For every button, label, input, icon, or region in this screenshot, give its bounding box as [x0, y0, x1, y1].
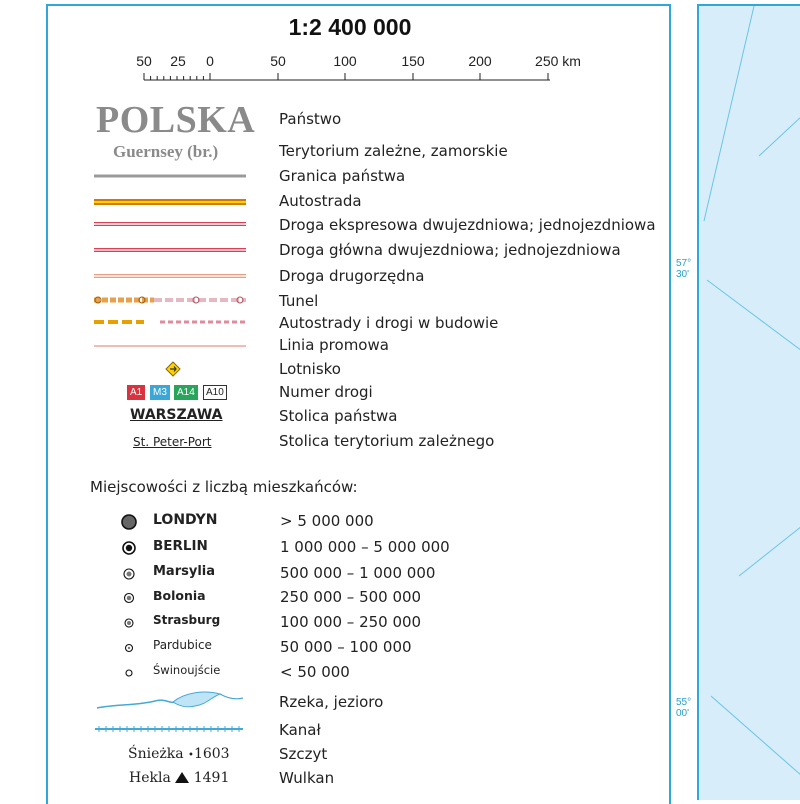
state-capital-sample: WARSZAWA — [130, 407, 223, 423]
legend-label-lotnisko: Lotnisko — [279, 360, 341, 378]
legend-label-tunel: Tunel — [279, 292, 319, 310]
volcano-name: Hekla — [129, 770, 171, 786]
volcano-sample — [129, 770, 229, 786]
peak-dot-icon: • — [188, 750, 194, 761]
road-number-badge: A14 — [174, 385, 198, 400]
territory-sample: Guernsey (br.) — [113, 142, 219, 161]
territory-capital-sample: St. Peter-Port — [133, 435, 212, 449]
settlement-symbol-icon — [120, 513, 138, 531]
scale-tick-label: 100 — [333, 53, 357, 69]
legend-label-promowa: Linia promowa — [279, 336, 389, 354]
settlement-symbol-icon — [120, 565, 138, 583]
legend-label-terytorium: Terytorium zależne, zamorskie — [279, 142, 508, 160]
population-range: 500 000 – 1 000 000 — [280, 564, 436, 582]
country-sample: POLSKA — [96, 99, 256, 141]
scale-bar — [140, 70, 560, 84]
legend-label-autostrada: Autostrada — [279, 192, 362, 210]
peak-name: Śnieżka — [128, 746, 184, 762]
settlement-symbol-icon — [120, 639, 138, 657]
volcano-triangle-icon — [175, 772, 189, 783]
road-number-badge: A1 — [127, 385, 145, 400]
legend-label-granica: Granica państwa — [279, 167, 406, 185]
population-heading: Miejscowości z liczbą mieszkańców: — [90, 478, 358, 496]
legend-label-ekspresowa: Droga ekspresowa dwujezdniowa; jednojezdniowa — [279, 216, 656, 234]
scale-tick-label: 25 — [170, 53, 186, 69]
scale-tick-label: 200 — [468, 53, 492, 69]
legend-label-wulkan: Wulkan — [279, 769, 335, 787]
settlement-sample-name: Bolonia — [153, 588, 206, 603]
legend-label-panstwo: Państwo — [279, 110, 342, 128]
legend-label-kanal: Kanał — [279, 721, 321, 739]
settlement-sample-name: Świnoujście — [153, 663, 221, 677]
scale-tick-label: 250 km — [535, 53, 581, 69]
settlement-sample-name: LONDYN — [153, 512, 218, 528]
legend-label-stolica-terytorium: Stolica terytorium zależnego — [279, 432, 495, 450]
peak-sample — [128, 746, 230, 762]
airport-icon — [165, 361, 181, 377]
settlement-sample-name: Strasburg — [153, 613, 221, 627]
settlement-symbol-icon — [120, 664, 138, 682]
legend-label-rzeka: Rzeka, jezioro — [279, 693, 384, 711]
river-lake-icon — [95, 688, 245, 714]
road-symbols — [94, 168, 254, 358]
scale-tick-label: 0 — [206, 53, 214, 69]
legend-label-stolica-panstwa: Stolica państwa — [279, 407, 398, 425]
scale-tick-label: 50 — [136, 53, 152, 69]
road-number-badge: M3 — [150, 385, 170, 400]
settlement-sample-name: BERLIN — [153, 538, 208, 554]
settlement-symbol-icon — [120, 539, 138, 557]
peak-height: 1603 — [193, 746, 230, 762]
latitude-label-2: 55° 00' — [676, 697, 692, 719]
legend-label-glowna: Droga główna dwujezdniowa; jednojezdniowa — [279, 241, 621, 259]
scale-tick-label: 50 — [270, 53, 286, 69]
settlement-sample-name: Marsylia — [153, 564, 216, 579]
canal-icon — [95, 724, 245, 734]
settlement-symbol-icon — [120, 589, 138, 607]
population-range: 100 000 – 250 000 — [280, 613, 422, 631]
settlement-sample-name: Pardubice — [153, 638, 212, 652]
population-range: 50 000 – 100 000 — [280, 638, 412, 656]
scale-title: 1:2 400 000 — [288, 14, 412, 40]
volcano-height: 1491 — [193, 770, 230, 786]
population-range: > 5 000 000 — [280, 512, 374, 530]
road-number-badge: A10 — [203, 385, 227, 400]
population-range: 1 000 000 – 5 000 000 — [280, 538, 450, 556]
scale-tick-label: 150 — [401, 53, 425, 69]
latitude-label-1: 57° 30' — [676, 258, 692, 280]
legend-label-numer-drogi: Numer drogi — [279, 383, 373, 401]
sea-panel — [697, 4, 800, 800]
settlement-symbol-icon — [120, 614, 138, 632]
population-range: 250 000 – 500 000 — [280, 588, 422, 606]
legend-label-szczyt: Szczyt — [279, 745, 328, 763]
graticule-lines — [699, 6, 800, 802]
legend-label-w-budowie: Autostrady i drogi w budowie — [279, 314, 499, 332]
population-range: < 50 000 — [280, 663, 350, 681]
legend-label-drugorzedna: Droga drugorzędna — [279, 267, 425, 285]
